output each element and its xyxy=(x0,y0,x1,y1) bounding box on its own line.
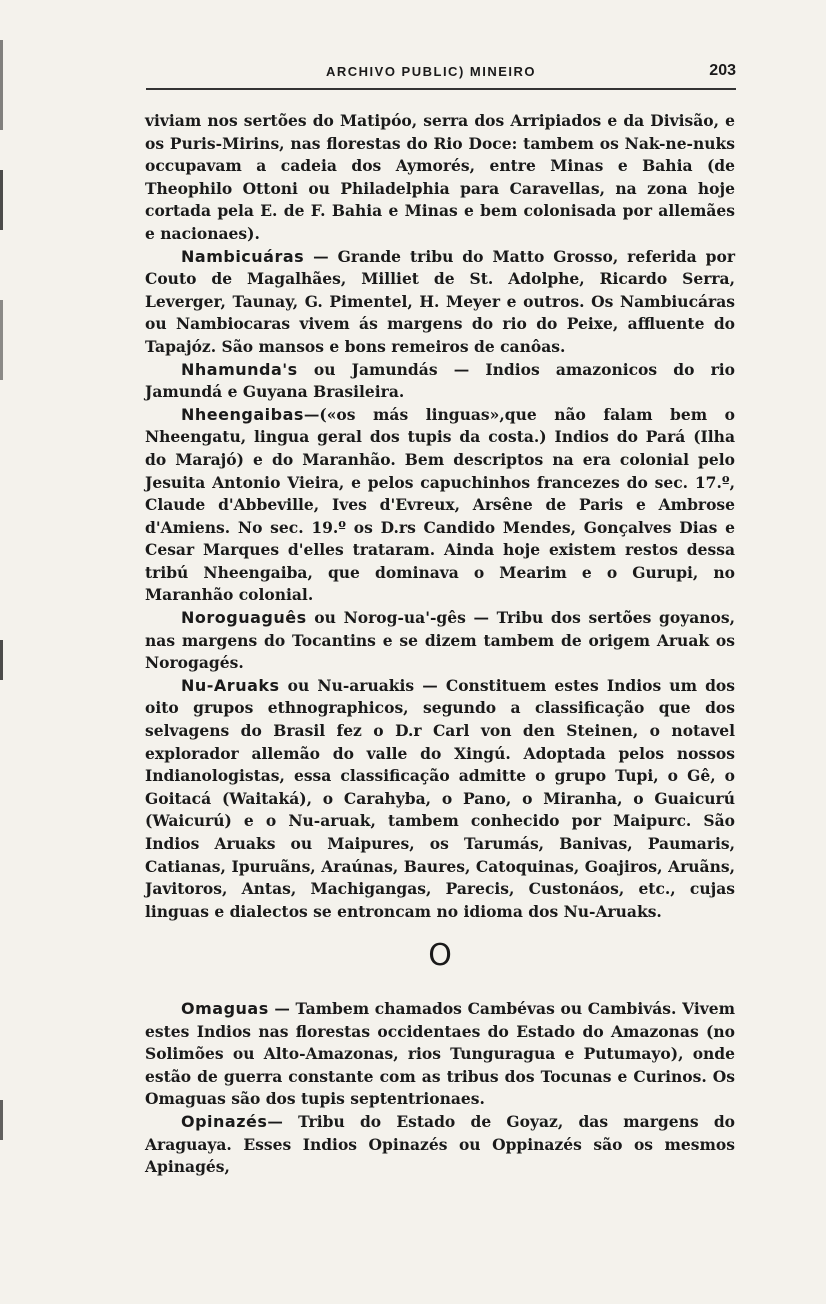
running-title: ARCHIVO PUBLIC) MINEIRO xyxy=(326,64,536,79)
entry-text: — Grande tribu do Matto Grosso, referida por Couto de Magalhães, Milliet de St. Adolphe, Ricardo Serra, Leverger, Taunay, G. Pimentel, H. Meyer e outros. Os Nambiucáras ou Nambiocaras vivem ás margens do rio do Peixe, affluente do Tapajóz. São mansos e bons remeiros de canôas. xyxy=(145,246,735,356)
entry-opinazes xyxy=(145,1111,735,1179)
entry-text: ou Norog-ua'-gês — Tribu dos sertões goyanos, nas margens do Tocantins e se dizem tambem de origem Aruak os Norogagés. xyxy=(145,608,735,673)
body-text xyxy=(145,110,735,1179)
entry-term: Nhamunda's xyxy=(181,359,298,379)
entry-term: Nu-Aruaks xyxy=(181,675,280,695)
entry-text: —(«os más linguas»,que não falam bem o Nheengatu, lingua geral dos tupis da costa.) Indios do Pará (Ilha do Marajó) e do Maranhão. Bem descriptos na era colonial pelo Jesuita Antonio Vieira, e pelos capuchinhos francezes do sec. 17.º, Claude d'Abbeville, Ives d'Evreux, Arsêne de Paris e Ambrose d'Amiens. No sec. 19.º os D.rs Candido Mendes, Gonçalves Dias e Cesar Marques d'elles trataram. Ainda hoje existem restos dessa tribú Nheengaiba, que dominava o Mearim e o Gurupi, no Maranhão colonial. xyxy=(145,404,735,605)
entry-text: — Tambem chamados Cambévas ou Cambivás. Vivem estes Indios nas florestas occidentaes do Estado do Amazonas (no Solimões ou Alto-Amazonas, rios Tunguragua e Putumayo), onde estão de guerra constante com as tribus dos Tocunas e Curinos. Os Omaguas são dos tupis septentrionaes. xyxy=(145,998,735,1109)
paragraph xyxy=(145,110,735,246)
entry-nu-aruaks xyxy=(145,675,735,924)
binding-mark xyxy=(0,170,3,230)
entry-term: Omaguas xyxy=(181,998,269,1018)
paragraph-text: viviam nos sertões do Matipóo, serra dos Arripiados e da Divisão, e os Puris-Mirins, nas florestas do Rio Doce: tambem os Nak-ne-nuks occupavam a cadeia dos Aymorés, entre Minas e Bahia (de Theophilo Ottoni ou Philadelphia para Caravellas, na zona hoje cortada pela E. de F. Bahia e Minas e bem colonisada por allemães e nacionaes). xyxy=(145,111,735,243)
entry-omaguas xyxy=(145,998,735,1111)
entry-nheengaibas xyxy=(145,404,735,607)
entry-term: Opinazés xyxy=(181,1111,268,1131)
section-letter: O xyxy=(428,938,452,974)
entry-text: ou Nu-aruakis — Constituem estes Indios um dos oito grupos ethnographicos, segundo a classificação que dos selvagens do Brasil fez o D.r Carl von den Steinen, o notavel explorador allemão do valle do Xingú. Adoptada pelos nossos Indianologistas, essa classificação admitte o grupo Tupi, o Gê, o Goitacá (Waitaká), o Carahyba, o Pano, o Miranha, o Guaicurú (Waicurú) e o Nu-aruak, tambem conhecido por Maipurc. São Indios Aruaks ou Maipures, os Tarumás, Banivas, Paumaris, Catianas, Ipuruãns, Araúnas, Baures, Catoquinas, Goajiros, Aruãns, Javitoros, Antas, Machigangas, Parecis, Custonáos, etc., cujas linguas e dialectos se entroncam no idioma dos Nu-Aruaks. xyxy=(145,675,735,921)
entry-term: Nheengaibas xyxy=(181,404,304,424)
entry-text: — Tribu do Estado de Goyaz, das margens do Araguaya. Esses Indios Opinazés ou Oppinazés são os mesmos Apinagés, xyxy=(145,1111,735,1177)
binding-mark xyxy=(0,1100,3,1140)
entry-text: ou Jamundás — Indios amazonicos do rio Jamundá e Guyana Brasileira. xyxy=(145,359,735,402)
entry-nambicuaras xyxy=(145,246,735,359)
header-rule xyxy=(146,88,736,90)
entry-nhamundas xyxy=(145,359,735,404)
page-number: 203 xyxy=(709,62,736,79)
binding-mark xyxy=(0,300,3,380)
entry-term: Noroguaguês xyxy=(181,608,307,628)
page-header xyxy=(146,62,736,90)
entry-noroguagues xyxy=(145,607,735,675)
binding-mark xyxy=(0,640,3,680)
binding-mark xyxy=(0,40,3,130)
entry-term: Nambicuáras xyxy=(181,246,305,266)
